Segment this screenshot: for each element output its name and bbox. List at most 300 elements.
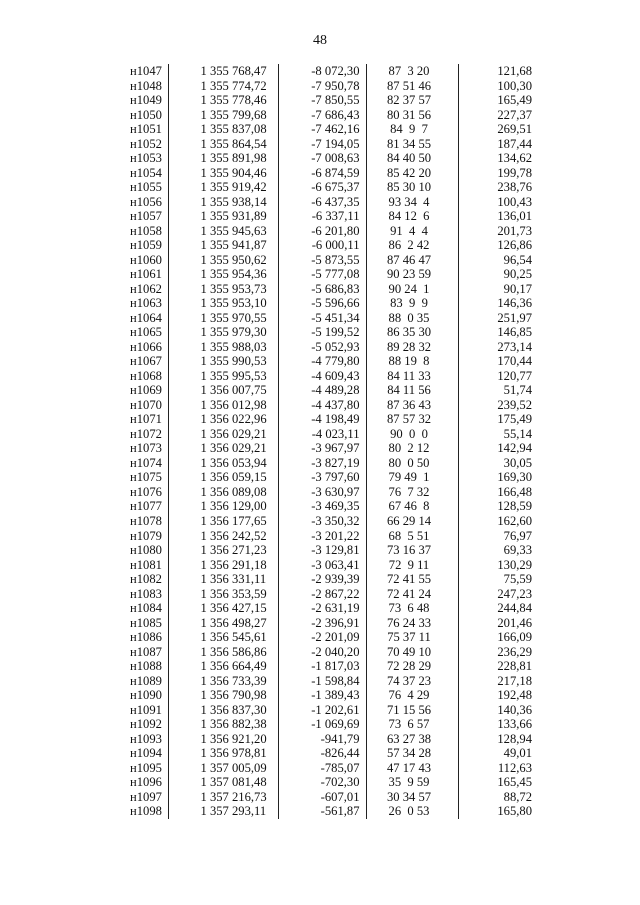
direction-angle-cell: 87 46 47: [366, 253, 458, 268]
distance-cell: 126,86: [497, 238, 532, 253]
point-id-cell: н1071: [108, 412, 168, 427]
table-row: [108, 166, 542, 181]
direction-angle-cell: 47 17 43: [366, 761, 458, 776]
y-coordinate-cell: -4 609,43: [278, 369, 366, 384]
point-id-cell: н1073: [108, 441, 168, 456]
table-row: [108, 703, 542, 718]
x-coordinate-cell: 1 356 053,94: [168, 456, 278, 471]
table-row: [108, 238, 542, 253]
y-coordinate-cell: -5 052,93: [278, 340, 366, 355]
y-coordinate-cell: -6 000,11: [278, 238, 366, 253]
point-id-cell: н1088: [108, 659, 168, 674]
distance-cell: 273,14: [497, 339, 532, 354]
direction-angle-cell: 87 3 20: [366, 64, 458, 79]
x-coordinate-cell: 1 355 938,14: [168, 195, 278, 210]
table-row: [108, 79, 542, 94]
x-coordinate-cell: 1 355 954,36: [168, 267, 278, 282]
table-row: [108, 514, 542, 529]
table-row: [108, 499, 542, 514]
table-row: [108, 645, 542, 660]
y-coordinate-cell: -3 201,22: [278, 529, 366, 544]
y-coordinate-cell: -6 874,59: [278, 166, 366, 181]
point-id-cell: н1050: [108, 108, 168, 123]
x-coordinate-cell: 1 356 022,96: [168, 412, 278, 427]
distance-cell: 90,17: [503, 281, 532, 296]
table-row: [108, 485, 542, 500]
table-row: [108, 732, 542, 747]
table-row: [108, 383, 542, 398]
direction-angle-cell: 84 12 6: [366, 209, 458, 224]
x-coordinate-cell: 1 356 331,11: [168, 572, 278, 587]
direction-angle-cell: 72 9 11: [366, 558, 458, 573]
y-coordinate-cell: -4 489,28: [278, 383, 366, 398]
y-coordinate-cell: -2 201,09: [278, 630, 366, 645]
distance-cell: 140,36: [497, 702, 532, 717]
table-row: [108, 224, 542, 239]
distance-cell: 170,44: [497, 354, 532, 369]
y-coordinate-cell: -3 630,97: [278, 485, 366, 500]
direction-angle-cell: 85 42 20: [366, 166, 458, 181]
table-row: [108, 354, 542, 369]
point-id-cell: н1089: [108, 674, 168, 689]
x-coordinate-cell: 1 357 081,48: [168, 775, 278, 790]
point-id-cell: н1094: [108, 746, 168, 761]
distance-cell: 76,97: [503, 528, 532, 543]
x-coordinate-cell: 1 355 768,47: [168, 64, 278, 79]
direction-angle-cell: 87 57 32: [366, 412, 458, 427]
direction-angle-cell: 67 46 8: [366, 499, 458, 514]
x-coordinate-cell: 1 355 837,08: [168, 122, 278, 137]
direction-angle-cell: 91 4 4: [366, 224, 458, 239]
x-coordinate-cell: 1 356 790,98: [168, 688, 278, 703]
distance-cell: 187,44: [497, 136, 532, 151]
table-row: [108, 688, 542, 703]
table-row: [108, 761, 542, 776]
distance-cell: 88,72: [503, 789, 532, 804]
y-coordinate-cell: -2 040,20: [278, 645, 366, 660]
point-id-cell: н1074: [108, 456, 168, 471]
point-id-cell: н1082: [108, 572, 168, 587]
distance-cell: 201,73: [497, 223, 532, 238]
x-coordinate-cell: 1 356 291,18: [168, 558, 278, 573]
x-coordinate-cell: 1 356 177,65: [168, 514, 278, 529]
distance-cell: 142,94: [497, 441, 532, 456]
coordinates-table: [108, 64, 542, 819]
table-row: [108, 253, 542, 268]
distance-cell: 238,76: [497, 180, 532, 195]
distance-cell: 199,78: [497, 165, 532, 180]
table-row: [108, 470, 542, 485]
direction-angle-cell: 88 0 35: [366, 311, 458, 326]
point-id-cell: н1059: [108, 238, 168, 253]
point-id-cell: н1092: [108, 717, 168, 732]
y-coordinate-cell: -1 598,84: [278, 674, 366, 689]
direction-angle-cell: 85 30 10: [366, 180, 458, 195]
table-row: [108, 790, 542, 805]
point-id-cell: н1048: [108, 79, 168, 94]
x-coordinate-cell: 1 356 733,39: [168, 674, 278, 689]
y-coordinate-cell: -702,30: [278, 775, 366, 790]
point-id-cell: н1085: [108, 616, 168, 631]
distance-cell: 96,54: [503, 252, 532, 267]
y-coordinate-cell: -7 686,43: [278, 108, 366, 123]
y-coordinate-cell: -4 198,49: [278, 412, 366, 427]
x-coordinate-cell: 1 355 919,42: [168, 180, 278, 195]
x-coordinate-cell: 1 355 904,46: [168, 166, 278, 181]
table-row: [108, 746, 542, 761]
y-coordinate-cell: -8 072,30: [278, 64, 366, 79]
point-id-cell: н1052: [108, 137, 168, 152]
direction-angle-cell: 82 37 57: [366, 93, 458, 108]
point-id-cell: н1097: [108, 790, 168, 805]
direction-angle-cell: 72 41 24: [366, 587, 458, 602]
point-id-cell: н1093: [108, 732, 168, 747]
y-coordinate-cell: -7 850,55: [278, 93, 366, 108]
table-row: [108, 296, 542, 311]
y-coordinate-cell: -1 817,03: [278, 659, 366, 674]
table-row: [108, 195, 542, 210]
distance-cell: 75,59: [503, 572, 532, 587]
distance-cell: 166,09: [497, 630, 532, 645]
distance-cell: 269,51: [497, 122, 532, 137]
distance-cell: 134,62: [497, 151, 532, 166]
distance-cell: 239,52: [497, 397, 532, 412]
distance-cell: 100,30: [497, 78, 532, 93]
distance-cell: 162,60: [497, 513, 532, 528]
distance-cell: 121,68: [497, 64, 532, 78]
y-coordinate-cell: -3 827,19: [278, 456, 366, 471]
table-row: [108, 456, 542, 471]
point-id-cell: н1077: [108, 499, 168, 514]
y-coordinate-cell: -5 451,34: [278, 311, 366, 326]
direction-angle-cell: 80 2 12: [366, 441, 458, 456]
point-id-cell: н1075: [108, 470, 168, 485]
direction-angle-cell: 57 34 28: [366, 746, 458, 761]
y-coordinate-cell: -6 675,37: [278, 180, 366, 195]
y-coordinate-cell: -826,44: [278, 746, 366, 761]
table-row: [108, 325, 542, 340]
point-id-cell: н1055: [108, 180, 168, 195]
distance-cell: 166,48: [497, 484, 532, 499]
table-row: [108, 543, 542, 558]
direction-angle-cell: 75 37 11: [366, 630, 458, 645]
point-id-cell: н1066: [108, 340, 168, 355]
distance-cell: 130,29: [497, 557, 532, 572]
x-coordinate-cell: 1 356 545,61: [168, 630, 278, 645]
y-coordinate-cell: -5 199,52: [278, 325, 366, 340]
x-coordinate-cell: 1 356 978,81: [168, 746, 278, 761]
x-coordinate-cell: 1 355 931,89: [168, 209, 278, 224]
y-coordinate-cell: -1 202,61: [278, 703, 366, 718]
point-id-cell: н1086: [108, 630, 168, 645]
distance-cell: 227,37: [497, 107, 532, 122]
direction-angle-cell: 83 9 9: [366, 296, 458, 311]
table-row: [108, 180, 542, 195]
y-coordinate-cell: -7 008,63: [278, 151, 366, 166]
y-coordinate-cell: -7 194,05: [278, 137, 366, 152]
table-row: [108, 93, 542, 108]
y-coordinate-cell: -941,79: [278, 732, 366, 747]
y-coordinate-cell: -2 396,91: [278, 616, 366, 631]
x-coordinate-cell: 1 355 864,54: [168, 137, 278, 152]
distance-cell: 100,43: [497, 194, 532, 209]
direction-angle-cell: 80 31 56: [366, 108, 458, 123]
x-coordinate-cell: 1 355 950,62: [168, 253, 278, 268]
distance-cell: 165,49: [497, 93, 532, 108]
direction-angle-cell: 72 41 55: [366, 572, 458, 587]
y-coordinate-cell: -3 469,35: [278, 499, 366, 514]
distance-cell: 136,01: [497, 209, 532, 224]
x-coordinate-cell: 1 355 799,68: [168, 108, 278, 123]
y-coordinate-cell: -6 337,11: [278, 209, 366, 224]
x-coordinate-cell: 1 356 007,75: [168, 383, 278, 398]
table-row: [108, 412, 542, 427]
table-row: [108, 529, 542, 544]
table-row: [108, 369, 542, 384]
distance-cell: 165,80: [497, 804, 532, 819]
direction-angle-cell: 68 5 51: [366, 529, 458, 544]
table-row: [108, 674, 542, 689]
point-id-cell: н1072: [108, 427, 168, 442]
page-number: 48: [313, 33, 327, 48]
direction-angle-cell: 88 19 8: [366, 354, 458, 369]
distance-cell: 30,05: [503, 455, 532, 470]
x-coordinate-cell: 1 355 970,55: [168, 311, 278, 326]
point-id-cell: н1096: [108, 775, 168, 790]
distance-cell: 133,66: [497, 717, 532, 732]
distance-cell: 201,46: [497, 615, 532, 630]
distance-cell: 146,85: [497, 325, 532, 340]
point-id-cell: н1051: [108, 122, 168, 137]
table-row: [108, 398, 542, 413]
direction-angle-cell: 71 15 56: [366, 703, 458, 718]
y-coordinate-cell: -5 686,83: [278, 282, 366, 297]
y-coordinate-cell: -1 069,69: [278, 717, 366, 732]
x-coordinate-cell: 1 355 953,73: [168, 282, 278, 297]
table-row: [108, 659, 542, 674]
distance-cell: 51,74: [503, 383, 532, 398]
table-row: [108, 311, 542, 326]
x-coordinate-cell: 1 355 979,30: [168, 325, 278, 340]
distance-cell: 69,33: [503, 543, 532, 558]
table-row: [108, 267, 542, 282]
x-coordinate-cell: 1 355 778,46: [168, 93, 278, 108]
point-id-cell: н1056: [108, 195, 168, 210]
point-id-cell: н1080: [108, 543, 168, 558]
y-coordinate-cell: -5 777,08: [278, 267, 366, 282]
direction-angle-cell: 73 6 48: [366, 601, 458, 616]
x-coordinate-cell: 1 356 586,86: [168, 645, 278, 660]
table-row: [108, 151, 542, 166]
distance-cell: 244,84: [497, 601, 532, 616]
distance-cell: 165,45: [497, 775, 532, 790]
distance-cell: 192,48: [497, 688, 532, 703]
x-coordinate-cell: 1 355 990,53: [168, 354, 278, 369]
table-row: [108, 427, 542, 442]
x-coordinate-cell: 1 357 005,09: [168, 761, 278, 776]
y-coordinate-cell: -6 201,80: [278, 224, 366, 239]
y-coordinate-cell: -785,07: [278, 761, 366, 776]
x-coordinate-cell: 1 355 941,87: [168, 238, 278, 253]
x-coordinate-cell: 1 356 271,23: [168, 543, 278, 558]
y-coordinate-cell: -7 950,78: [278, 79, 366, 94]
y-coordinate-cell: -3 967,97: [278, 441, 366, 456]
direction-angle-cell: 80 0 50: [366, 456, 458, 471]
y-coordinate-cell: -1 389,43: [278, 688, 366, 703]
x-coordinate-cell: 1 355 945,63: [168, 224, 278, 239]
y-coordinate-cell: -561,87: [278, 804, 366, 819]
direction-angle-cell: 81 34 55: [366, 137, 458, 152]
y-coordinate-cell: -7 462,16: [278, 122, 366, 137]
point-id-cell: н1087: [108, 645, 168, 660]
direction-angle-cell: 90 24 1: [366, 282, 458, 297]
x-coordinate-cell: 1 356 498,27: [168, 616, 278, 631]
table-row: [108, 587, 542, 602]
direction-angle-cell: 66 29 14: [366, 514, 458, 529]
direction-angle-cell: 84 11 56: [366, 383, 458, 398]
table-row: [108, 601, 542, 616]
point-id-cell: н1063: [108, 296, 168, 311]
point-id-cell: н1057: [108, 209, 168, 224]
point-id-cell: н1070: [108, 398, 168, 413]
y-coordinate-cell: -2 939,39: [278, 572, 366, 587]
point-id-cell: н1081: [108, 558, 168, 573]
distance-cell: 251,97: [497, 310, 532, 325]
point-id-cell: н1069: [108, 383, 168, 398]
point-id-cell: н1047: [108, 64, 168, 79]
direction-angle-cell: 86 2 42: [366, 238, 458, 253]
distance-cell: 112,63: [497, 760, 532, 775]
table-row: [108, 209, 542, 224]
point-id-cell: н1065: [108, 325, 168, 340]
table-row: [108, 572, 542, 587]
direction-angle-cell: 72 28 29: [366, 659, 458, 674]
direction-angle-cell: 74 37 23: [366, 674, 458, 689]
direction-angle-cell: 84 11 33: [366, 369, 458, 384]
x-coordinate-cell: 1 357 216,73: [168, 790, 278, 805]
distance-cell: 146,36: [497, 296, 532, 311]
distance-cell: 228,81: [497, 659, 532, 674]
table-row: [108, 804, 542, 819]
point-id-cell: н1091: [108, 703, 168, 718]
distance-cell: 217,18: [497, 673, 532, 688]
direction-angle-cell: 90 0 0: [366, 427, 458, 442]
y-coordinate-cell: -2 867,22: [278, 587, 366, 602]
x-coordinate-cell: 1 356 089,08: [168, 485, 278, 500]
distance-cell: 247,23: [497, 586, 532, 601]
point-id-cell: н1049: [108, 93, 168, 108]
y-coordinate-cell: -4 023,11: [278, 427, 366, 442]
point-id-cell: н1058: [108, 224, 168, 239]
point-id-cell: н1078: [108, 514, 168, 529]
x-coordinate-cell: 1 355 988,03: [168, 340, 278, 355]
direction-angle-cell: 89 28 32: [366, 340, 458, 355]
table-row: [108, 775, 542, 790]
y-coordinate-cell: -5 596,66: [278, 296, 366, 311]
x-coordinate-cell: 1 356 059,15: [168, 470, 278, 485]
direction-angle-cell: 87 51 46: [366, 79, 458, 94]
y-coordinate-cell: -2 631,19: [278, 601, 366, 616]
table-row: [108, 558, 542, 573]
point-id-cell: н1068: [108, 369, 168, 384]
table-row: [108, 616, 542, 631]
distance-cell: 169,30: [497, 470, 532, 485]
direction-angle-cell: 73 16 37: [366, 543, 458, 558]
table-row: [108, 122, 542, 137]
distance-cell: 236,29: [497, 644, 532, 659]
distance-cell: 49,01: [503, 746, 532, 761]
direction-angle-cell: 63 27 38: [366, 732, 458, 747]
y-coordinate-cell: -4 437,80: [278, 398, 366, 413]
coordinates-table-body: [108, 64, 542, 819]
point-id-cell: н1061: [108, 267, 168, 282]
y-coordinate-cell: -6 437,35: [278, 195, 366, 210]
point-id-cell: н1060: [108, 253, 168, 268]
x-coordinate-cell: 1 356 029,21: [168, 427, 278, 442]
x-coordinate-cell: 1 356 837,30: [168, 703, 278, 718]
x-coordinate-cell: 1 356 882,38: [168, 717, 278, 732]
direction-angle-cell: 84 9 7: [366, 122, 458, 137]
point-id-cell: н1064: [108, 311, 168, 326]
direction-angle-cell: 76 7 32: [366, 485, 458, 500]
x-coordinate-cell: 1 355 774,72: [168, 79, 278, 94]
direction-angle-cell: 79 49 1: [366, 470, 458, 485]
direction-angle-cell: 35 9 59: [366, 775, 458, 790]
point-id-cell: н1095: [108, 761, 168, 776]
x-coordinate-cell: 1 355 995,53: [168, 369, 278, 384]
point-id-cell: н1083: [108, 587, 168, 602]
direction-angle-cell: 73 6 57: [366, 717, 458, 732]
point-id-cell: н1062: [108, 282, 168, 297]
distance-cell: 55,14: [503, 426, 532, 441]
direction-angle-cell: 87 36 43: [366, 398, 458, 413]
direction-angle-cell: 76 24 33: [366, 616, 458, 631]
x-coordinate-cell: 1 355 891,98: [168, 151, 278, 166]
table-row: [108, 441, 542, 456]
distance-cell: 90,25: [503, 267, 532, 282]
direction-angle-cell: 84 40 50: [366, 151, 458, 166]
table-row: [108, 340, 542, 355]
direction-angle-cell: 76 4 29: [366, 688, 458, 703]
y-coordinate-cell: -3 129,81: [278, 543, 366, 558]
x-coordinate-cell: 1 356 242,52: [168, 529, 278, 544]
x-coordinate-cell: 1 357 293,11: [168, 804, 278, 819]
y-coordinate-cell: -607,01: [278, 790, 366, 805]
direction-angle-cell: 86 35 30: [366, 325, 458, 340]
direction-angle-cell: 93 34 4: [366, 195, 458, 210]
table-row: [108, 137, 542, 152]
table-row: [108, 282, 542, 297]
x-coordinate-cell: 1 356 353,59: [168, 587, 278, 602]
distance-cell: 128,59: [497, 499, 532, 514]
point-id-cell: н1076: [108, 485, 168, 500]
x-coordinate-cell: 1 355 953,10: [168, 296, 278, 311]
x-coordinate-cell: 1 356 427,15: [168, 601, 278, 616]
x-coordinate-cell: 1 356 029,21: [168, 441, 278, 456]
x-coordinate-cell: 1 356 664,49: [168, 659, 278, 674]
direction-angle-cell: 26 0 53: [366, 804, 458, 819]
x-coordinate-cell: 1 356 012,98: [168, 398, 278, 413]
point-id-cell: н1090: [108, 688, 168, 703]
point-id-cell: н1079: [108, 529, 168, 544]
distance-cell: 128,94: [497, 731, 532, 746]
y-coordinate-cell: -3 797,60: [278, 470, 366, 485]
distance-cell: 120,77: [497, 368, 532, 383]
point-id-cell: н1054: [108, 166, 168, 181]
point-id-cell: н1053: [108, 151, 168, 166]
point-id-cell: н1067: [108, 354, 168, 369]
y-coordinate-cell: -3 350,32: [278, 514, 366, 529]
